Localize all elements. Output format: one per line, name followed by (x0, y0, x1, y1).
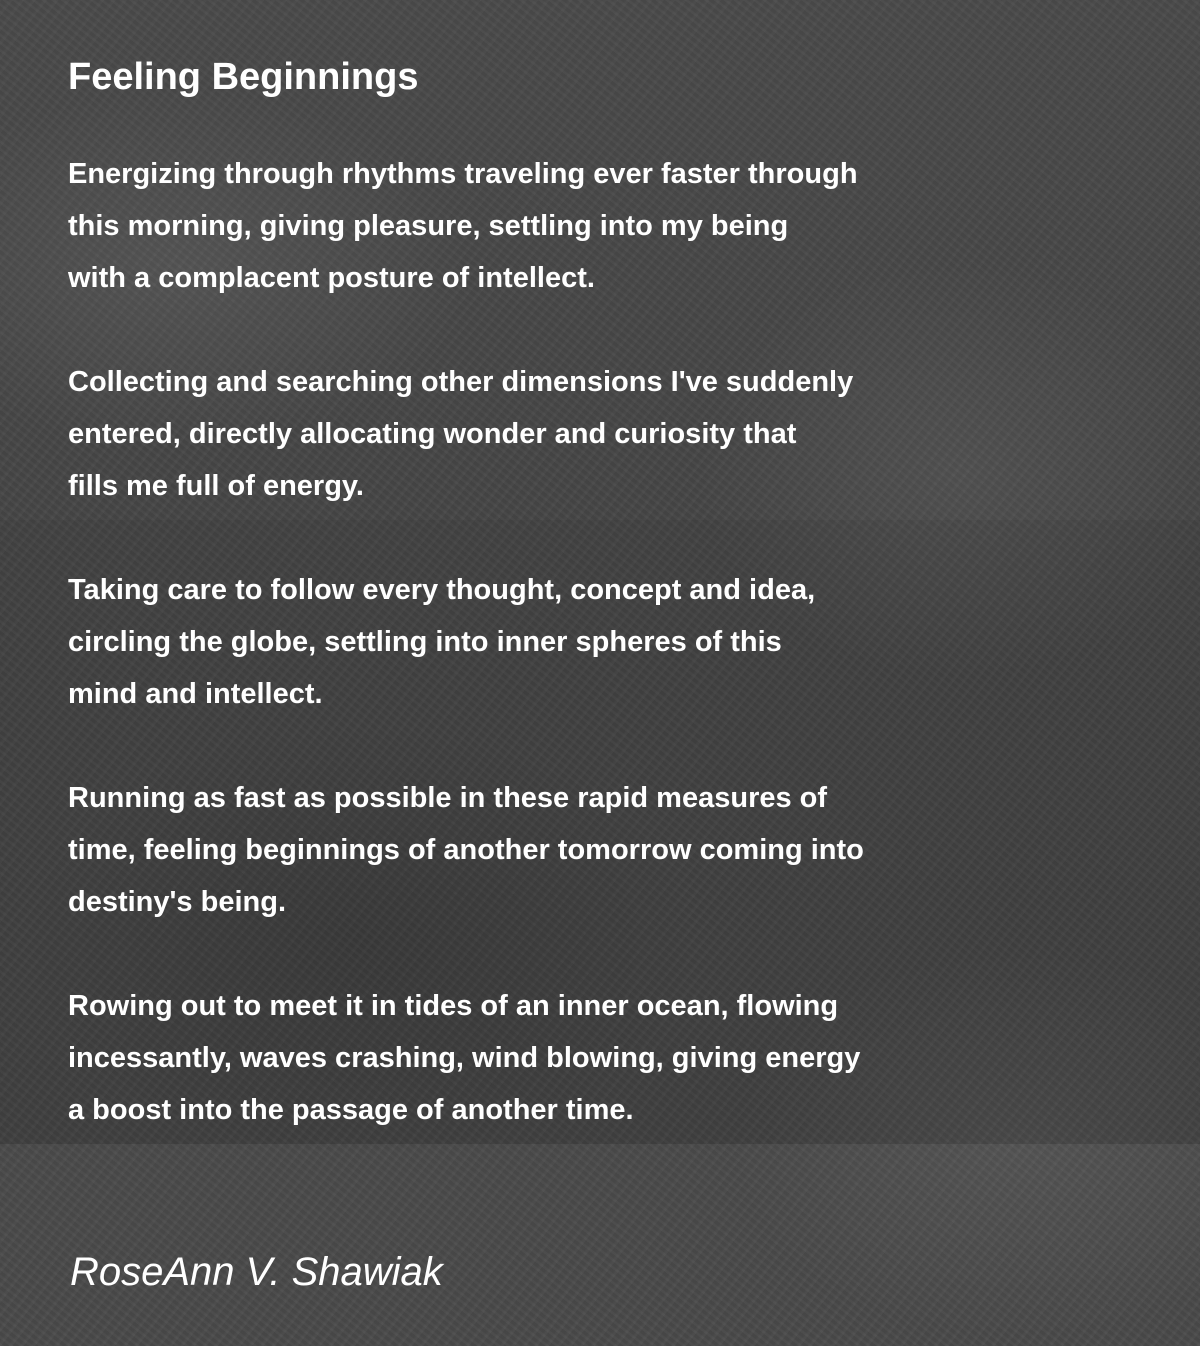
poem-author: RoseAnn V. Shawiak (70, 1250, 443, 1294)
poem-line: Taking care to follow every thought, concept and idea, (68, 574, 816, 606)
stanza-4 (68, 772, 1068, 928)
poem-line: time, feeling beginnings of another tomorrow coming into (68, 834, 864, 866)
poem-line: a boost into the passage of another time. (68, 1094, 634, 1126)
poem-line: Collecting and searching other dimensions I've suddenly (68, 366, 854, 398)
stanza-1 (68, 148, 1068, 304)
poem-line: Running as fast as possible in these rapid measures of (68, 782, 828, 814)
poem-title: Feeling Beginnings (68, 56, 419, 98)
poem-line: destiny's being. (68, 886, 286, 918)
poem-line: with a complacent posture of intellect. (68, 262, 595, 294)
stanza-5 (68, 980, 1068, 1136)
stanza-2 (68, 356, 1068, 512)
poem-body (68, 148, 1068, 1188)
poem-line: incessantly, waves crashing, wind blowing, giving energy (68, 1042, 861, 1074)
poem-line: mind and intellect. (68, 678, 323, 710)
poem-line: this morning, giving pleasure, settling into my being (68, 210, 789, 242)
poem-line: entered, directly allocating wonder and curiosity that (68, 418, 797, 450)
poem-line: Energizing through rhythms traveling ever faster through (68, 158, 858, 190)
poem-line: fills me full of energy. (68, 470, 364, 502)
poem-line: circling the globe, settling into inner spheres of this (68, 626, 782, 658)
stanza-3 (68, 564, 1068, 720)
poem-line: Rowing out to meet it in tides of an inner ocean, flowing (68, 990, 839, 1022)
